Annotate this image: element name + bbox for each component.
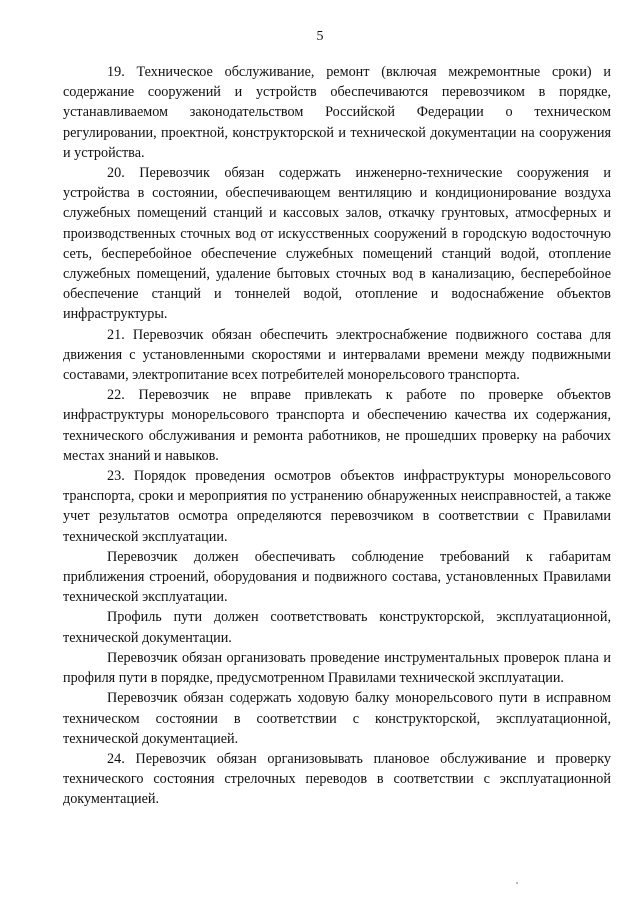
paragraph-20: 20. Перевозчик обязан содержать инженерно-технические сооружения и устройства в состоянии, обеспечивающем вентиляцию и кондиционирование воздуха служебных помещений станций и кассовых залов, откачку грунтовых, атмосферных и производственных сточных вод от искусственных сооружений в городскую водосточную сеть, бесперебойное обеспечение служебных помещений станций водой, отопление служебных помещений, удаление бытовых сточных вод в канализацию, бесперебойное обеспечение станций и тоннелей водой, отопление и водоснабжение объектов инфраструктуры. (63, 165, 611, 323)
page-number: 5 (316, 29, 324, 44)
paragraph-23-inspections: Перевозчик обязан организовать проведение инструментальных проверок плана и профиля пути в порядке, предусмотренном Правилами технической эксплуатации. (63, 649, 611, 687)
paragraph-23: 23. Порядок проведения осмотров объектов инфраструктуры монорельсового транспорта, сроки и мероприятия по устранению обнаруженных неисправностей, а также учет результатов осмотра определяются перевозчиком в соответствии с Правилами технической эксплуатации. (63, 468, 611, 545)
paragraph-24: 24. Перевозчик обязан организовывать плановое обслуживание и проверку технического состояния стрелочных переводов в соответствии с эксплуатационной документацией. (63, 750, 611, 808)
paragraph-19: 19. Техническое обслуживание, ремонт (включая межремонтные сроки) и содержание сооружений и устройств обеспечиваются перевозчиком в порядке, устанавливаемом законодательством Российской Федерации о техническом регулировании, проектной, конструкторской и технической документации на сооружения и устройства. (63, 64, 611, 161)
paragraph-21: 21. Перевозчик обязан обеспечить электроснабжение подвижного состава для движения с установленными скоростями и интервалами времени между подвижными составами, электропитание всех потребителей монорельсового транспорта. (63, 326, 611, 384)
document-body (63, 62, 611, 810)
paragraph-23-running-beam: Перевозчик обязан содержать ходовую балку монорельсового пути в исправном техническом состоянии в соответствии с конструкторской, эксплуатационной, технической документацией. (63, 690, 611, 747)
paragraph-23-track-profile: Профиль пути должен соответствовать конструкторской, эксплуатационной, технической документации. (63, 609, 611, 646)
paragraph-22: 22. Перевозчик не вправе привлекать к работе по проверке объектов инфраструктуры монорельсового транспорта и обеспечению качества их содержания, технического обслуживания и ремонта работников, не прошедших проверку на рабочих местах знаний и навыков. (63, 387, 611, 464)
scan-speck (516, 882, 518, 884)
paragraph-23-clearance: Перевозчик должен обеспечивать соблюдение требований к габаритам приближения строений, оборудования и подвижного состава, установленных Правилами технической эксплуатации. (63, 548, 611, 606)
